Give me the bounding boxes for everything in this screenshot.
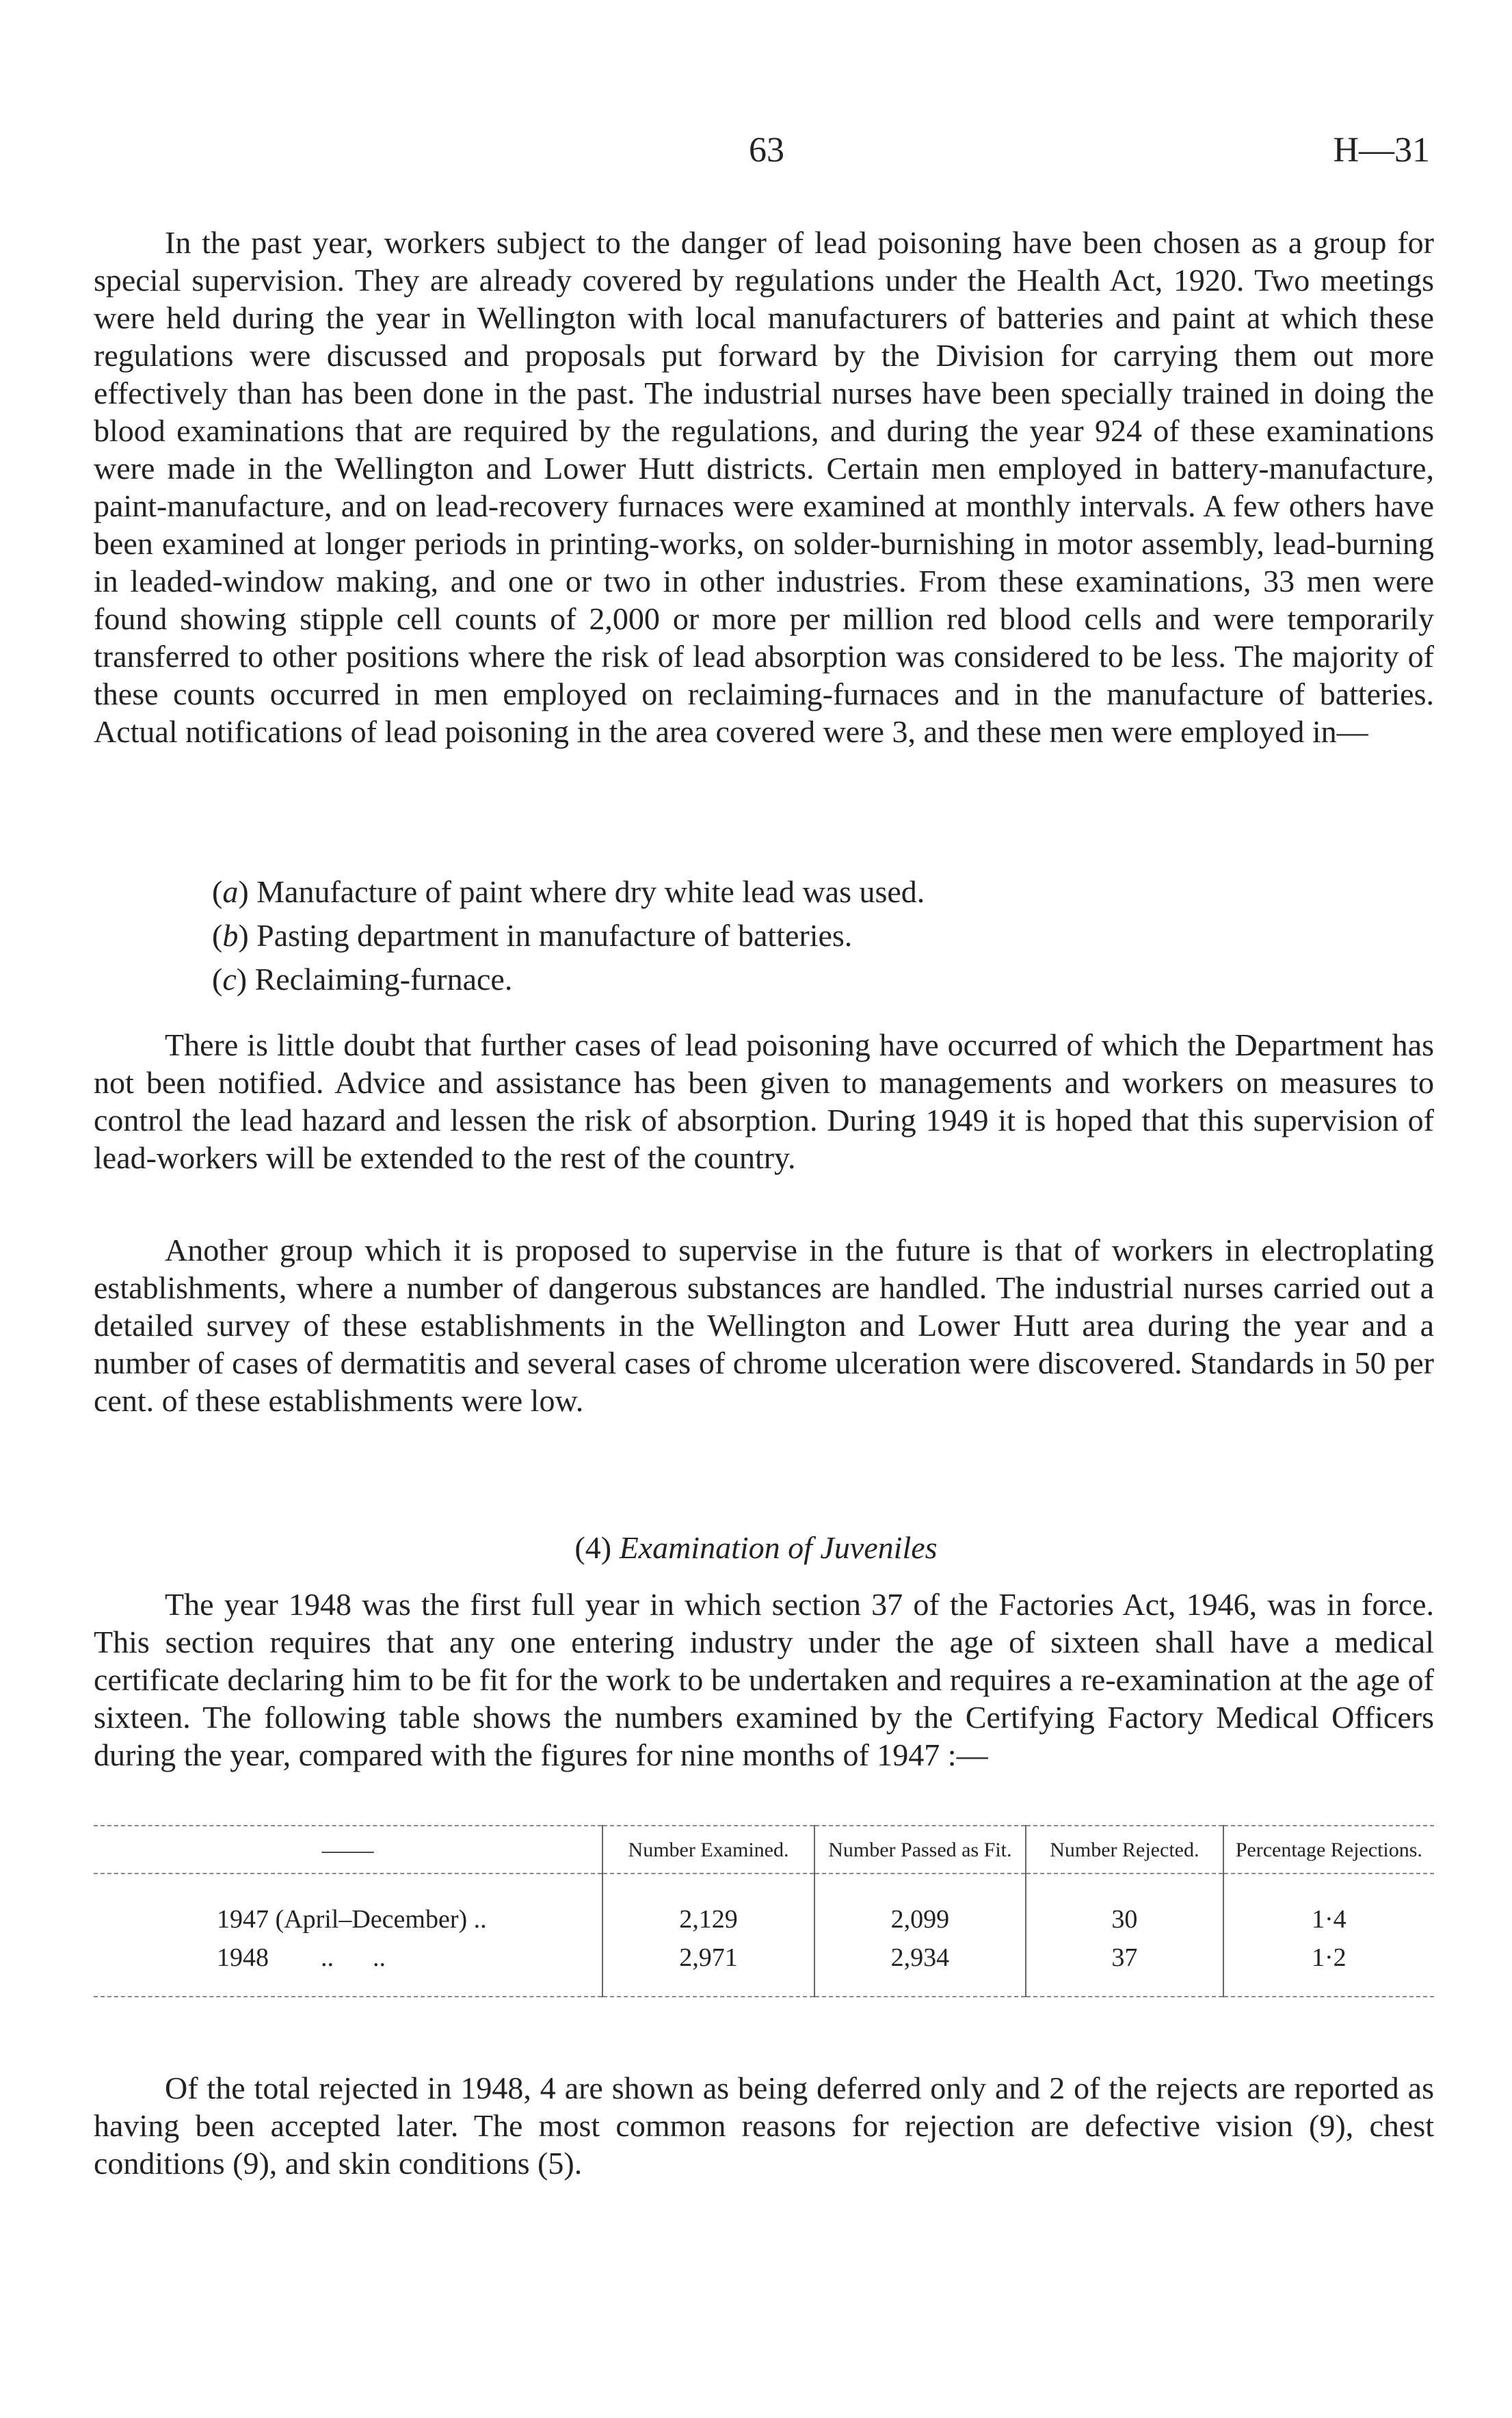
table-header-rejected: Number Rejected. <box>1026 1826 1223 1874</box>
table-row <box>94 1874 1434 1939</box>
table-header-percentage: Percentage Rejections. <box>1223 1826 1434 1874</box>
juveniles-intro-paragraph: The year 1948 was the first full year in which section 37 of the Factories Act, 1946, was in force. This section requires that any one entering industry under the age of sixteen shall have a medical certificate declaring him to be fit for the work to be undertaken and requires a re-examination at the age of sixteen. The following table shows the numbers examined by the Certifying Factory Medical Officers during the year, compared with the figures for nine months of 1947 :— <box>94 1587 1434 1772</box>
lead-intro-paragraph: In the past year, workers subject to the danger of lead poisoning have been chosen as a group for special supervision. They are already covered by regulations under the Health Act, 1920. Two meetings were held during the year in Wellington with local manufacturers of batteries and paint at which these regulations were discussed and proposals put forward by the Division for carrying them out more effectively than has been done in the past. The industrial nurses have been specially trained in doing the blood examinations that are required by the regulations, and during the year 924 of these examinations were made in the Wellington and Lower Hutt districts. Certain men employed in battery-manufacture, paint-manufacture, and on lead-recovery furnaces were examined at monthly intervals. A few others have been examined at longer periods in printing-works, on solder-burnishing in motor assembly, lead-burning in leaded-window making, and one or two in other industries. From these examinations, 33 men were found showing stipple cell counts of 2,000 or more per million red blood cells and were temporarily transferred to other positions where the risk of lead absorption was considered to be less. The majority of these counts occurred in men employed on reclaiming-furnaces and in the manufacture of batteries. Actual notifications of lead poisoning in the area covered were 3, and these men were employed in— <box>94 225 1434 749</box>
lead-followup-block <box>94 1026 1434 1177</box>
cell-passed: 2,099 <box>814 1874 1026 1939</box>
section-heading <box>0 1529 1512 1566</box>
table-header-examined: Number Examined. <box>602 1826 814 1874</box>
juveniles-intro-block <box>94 1586 1434 1774</box>
cell-rejected: 30 <box>1026 1874 1223 1939</box>
list-item-text: Reclaiming-furnace. <box>254 962 513 997</box>
list-item: (c) Reclaiming-furnace. <box>212 962 513 997</box>
list-marker: b <box>222 918 239 953</box>
document-code: H—31 <box>1333 131 1430 170</box>
cell-examined: 2,129 <box>602 1874 814 1939</box>
cell-examined: 2,971 <box>602 1939 814 1997</box>
list-marker: a <box>222 874 239 909</box>
page-number: 63 <box>749 131 784 170</box>
list-item: (a) Manufacture of paint where dry white lead was used. <box>212 874 925 909</box>
page-header <box>0 130 1512 185</box>
electroplating-paragraph: Another group which it is proposed to supervise in the future is that of workers in electroplating establishments, where a number of dangerous substances are handled. The industrial nurses carried out a detailed survey of these establishments in the Wellington and Lower Hutt area during the year and a number of cases of dermatitis and several cases of chrome ulceration were discovered. Standards in 50 per cent. of these establishments were low. <box>94 1233 1434 1418</box>
list-item: (b) Pasting department in manufacture of batteries. <box>212 918 853 953</box>
table-header-passed: Number Passed as Fit. <box>814 1826 1026 1874</box>
lead-intro-block <box>94 224 1434 750</box>
table-header-row <box>94 1826 1434 1874</box>
section-title: Examination of Juveniles <box>619 1530 938 1565</box>
juvenile-exam-table-wrapper <box>94 1825 1434 2030</box>
rejections-block <box>94 2069 1434 2182</box>
row-label: 1948 .. .. <box>94 1939 602 1997</box>
juvenile-exam-table <box>94 1825 1434 1997</box>
rejections-paragraph: Of the total rejected in 1948, 4 are shown as being deferred only and 2 of the rejects are reported as having been accepted later. The most common reasons for rejection are defective vision (9), chest conditions (9), and skin conditions (5). <box>94 2071 1434 2181</box>
lead-followup-paragraph: There is little doubt that further cases of lead poisoning have occurred of which the Department has not been notified. Advice and assistance has been given to managements and workers on measures to control the lead hazard and lessen the risk of absorption. During 1949 it is hoped that this supervision of lead-workers will be extended to the rest of the country. <box>94 1027 1434 1175</box>
list-marker: c <box>222 962 237 997</box>
table-header-blank: —— <box>94 1826 602 1874</box>
cell-percentage: 1·4 <box>1223 1874 1434 1939</box>
cell-rejected: 37 <box>1026 1939 1223 1997</box>
row-label: 1947 (April–December) .. <box>217 1905 487 1934</box>
list-item-text: Pasting department in manufacture of batteries. <box>256 918 853 953</box>
electroplating-block <box>94 1231 1434 1419</box>
cell-passed: 2,934 <box>814 1939 1026 1997</box>
employment-list <box>212 870 925 1001</box>
table-row <box>94 1939 1434 1997</box>
list-item-text: Manufacture of paint where dry white lead was used. <box>256 874 925 909</box>
section-number: (4) <box>574 1530 612 1565</box>
cell-percentage: 1·2 <box>1223 1939 1434 1997</box>
